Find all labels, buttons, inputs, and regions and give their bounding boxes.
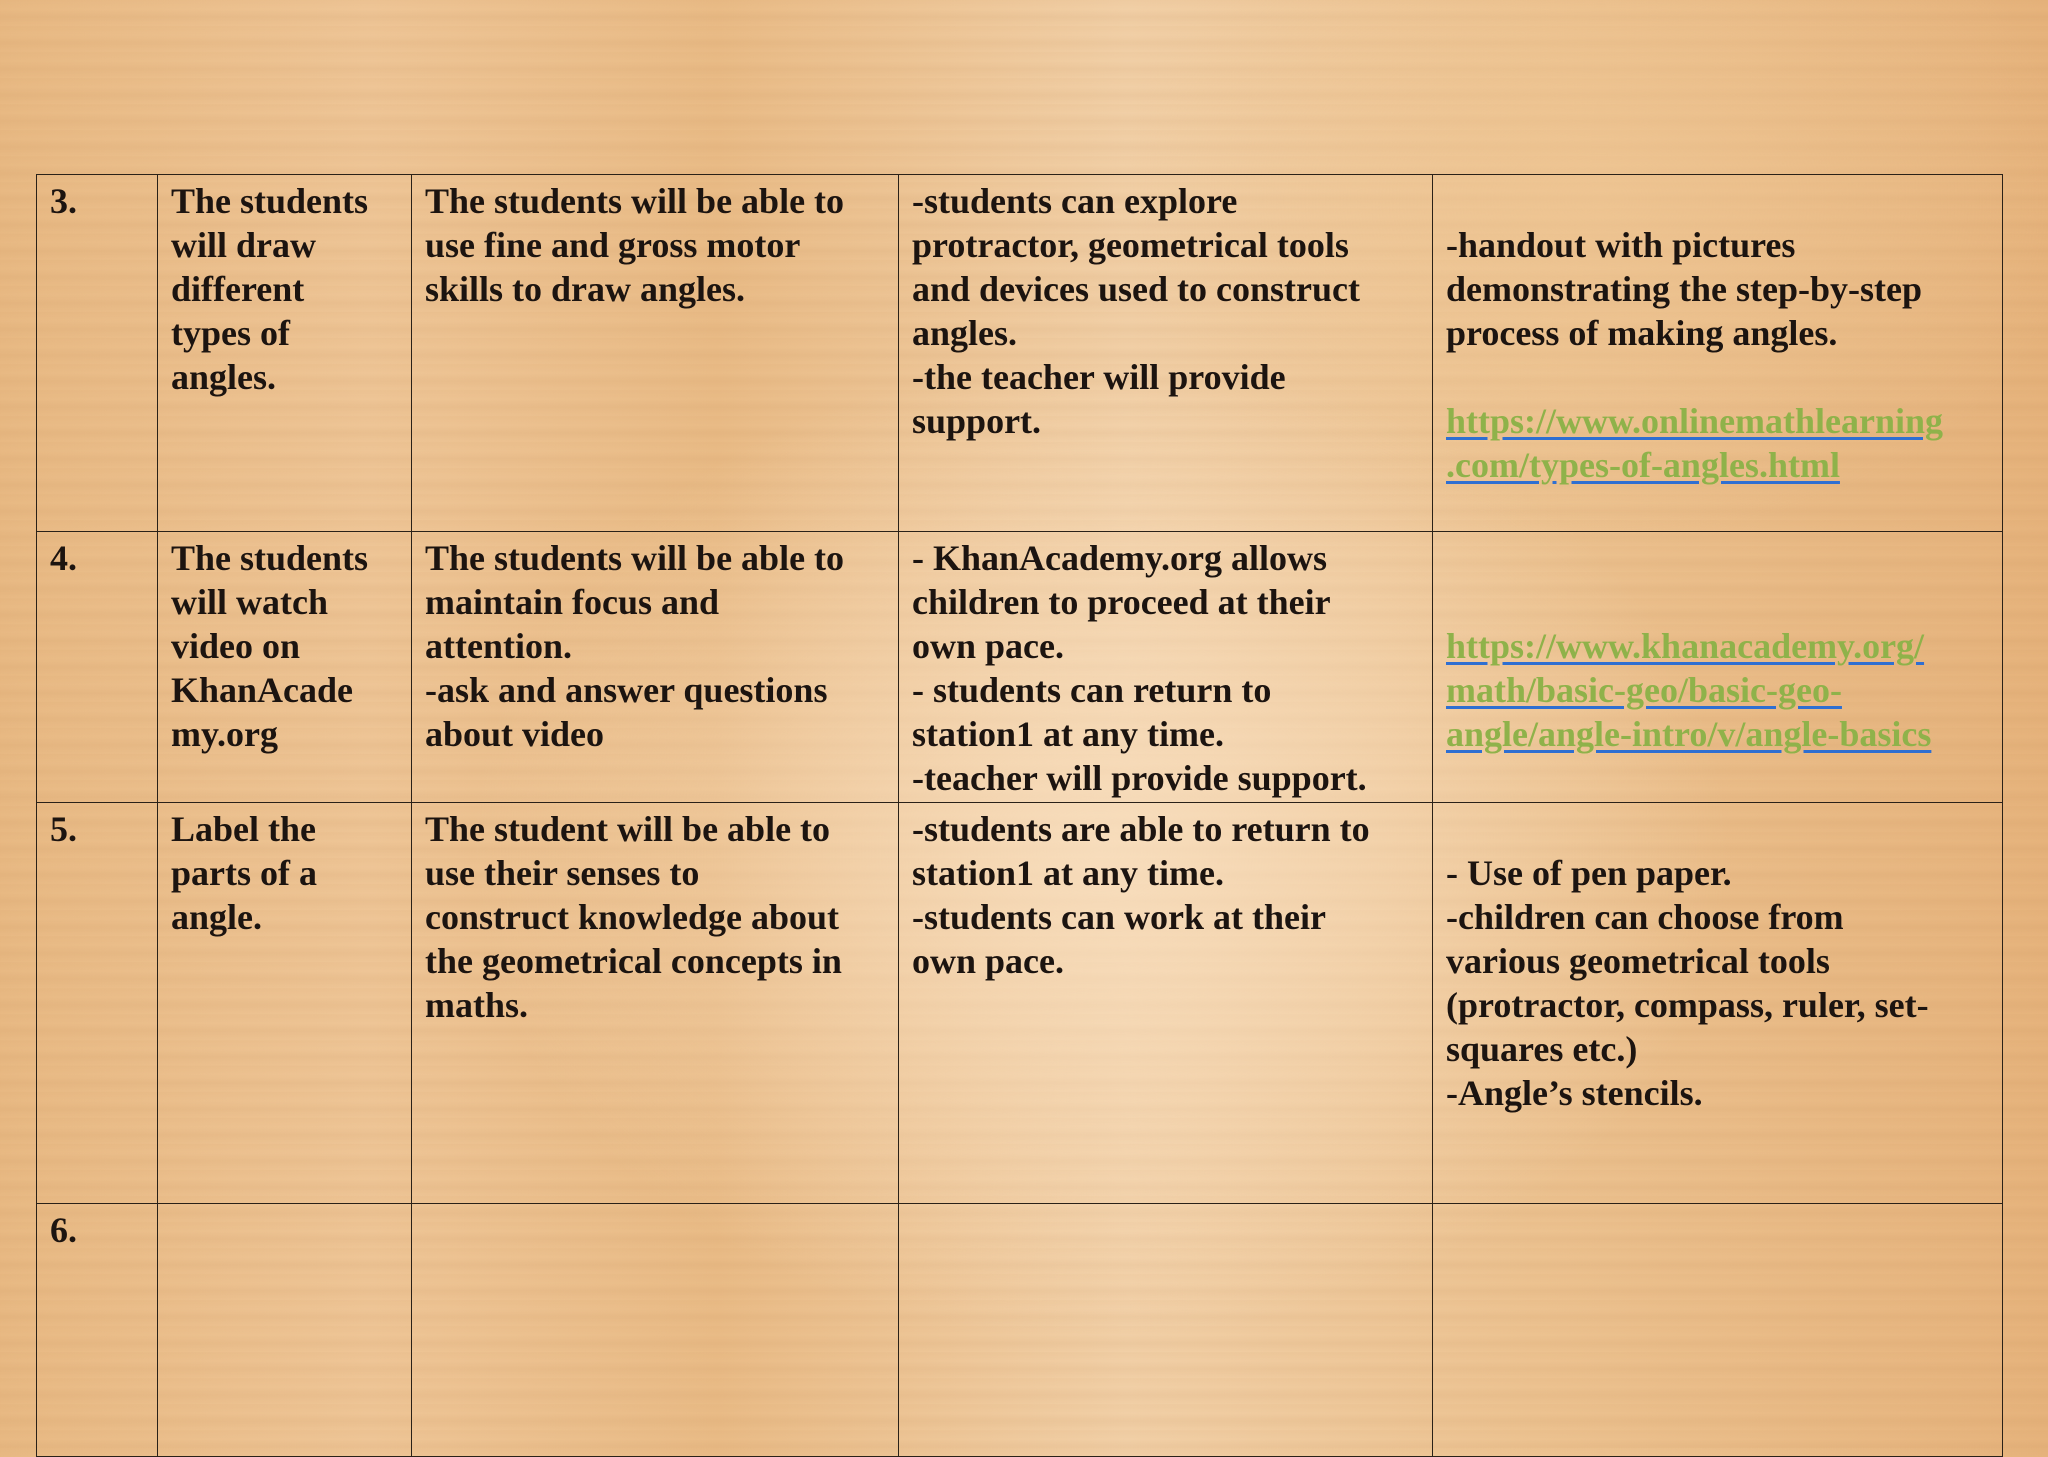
row-number: 3. <box>37 175 158 532</box>
objective-cell: The students will be able to use fine and gross motor skills to draw angles. <box>412 175 899 532</box>
resources-cell <box>1433 1204 2003 1457</box>
resource-link[interactable]: https://www.onlinemathlearning .com/types-of-angles.html <box>1446 401 1944 485</box>
differentiation-cell: -students can explore protractor, geometrical tools and devices used to construct angles. -the teacher will provide support. <box>899 175 1433 532</box>
resources-cell <box>1433 532 2003 803</box>
differentiation-cell <box>899 1204 1433 1457</box>
activity-cell: Label the parts of a angle. <box>158 803 412 1204</box>
resources-text: - Use of pen paper. -children can choose from various geometrical tools (protractor, compass, ruler, set- squares etc.) -Angle’s stencils. <box>1446 853 1929 1113</box>
resource-link[interactable]: https://www.khanacademy.org/ math/basic-geo/basic-geo- angle/angle-intro/v/angle-basics <box>1446 626 1932 754</box>
row-number: 5. <box>37 803 158 1204</box>
table-row <box>37 175 2003 532</box>
objective-cell: The student will be able to use their senses to construct knowledge about the geometrical concepts in maths. <box>412 803 899 1204</box>
activity-cell: The students will draw different types of angles. <box>158 175 412 532</box>
resources-text: -handout with pictures demonstrating the step-by-step process of making angles. <box>1446 225 1922 353</box>
table-row <box>37 1204 2003 1457</box>
resources-cell <box>1433 175 2003 532</box>
objective-cell <box>412 1204 899 1457</box>
row-number: 4. <box>37 532 158 803</box>
row-number: 6. <box>37 1204 158 1457</box>
differentiation-cell: - KhanAcademy.org allows children to proceed at their own pace. - students can return to station1 at any time. -teacher will provide support. <box>899 532 1433 803</box>
activity-cell: The students will watch video on KhanAcade my.org <box>158 532 412 803</box>
differentiation-cell: -students are able to return to station1 at any time. -students can work at their own pace. <box>899 803 1433 1204</box>
objective-cell: The students will be able to maintain focus and attention. -ask and answer questions about video <box>412 532 899 803</box>
resources-cell <box>1433 803 2003 1204</box>
table-row <box>37 803 2003 1204</box>
lesson-plan-table <box>36 174 2003 1457</box>
table-row <box>37 532 2003 803</box>
activity-cell <box>158 1204 412 1457</box>
